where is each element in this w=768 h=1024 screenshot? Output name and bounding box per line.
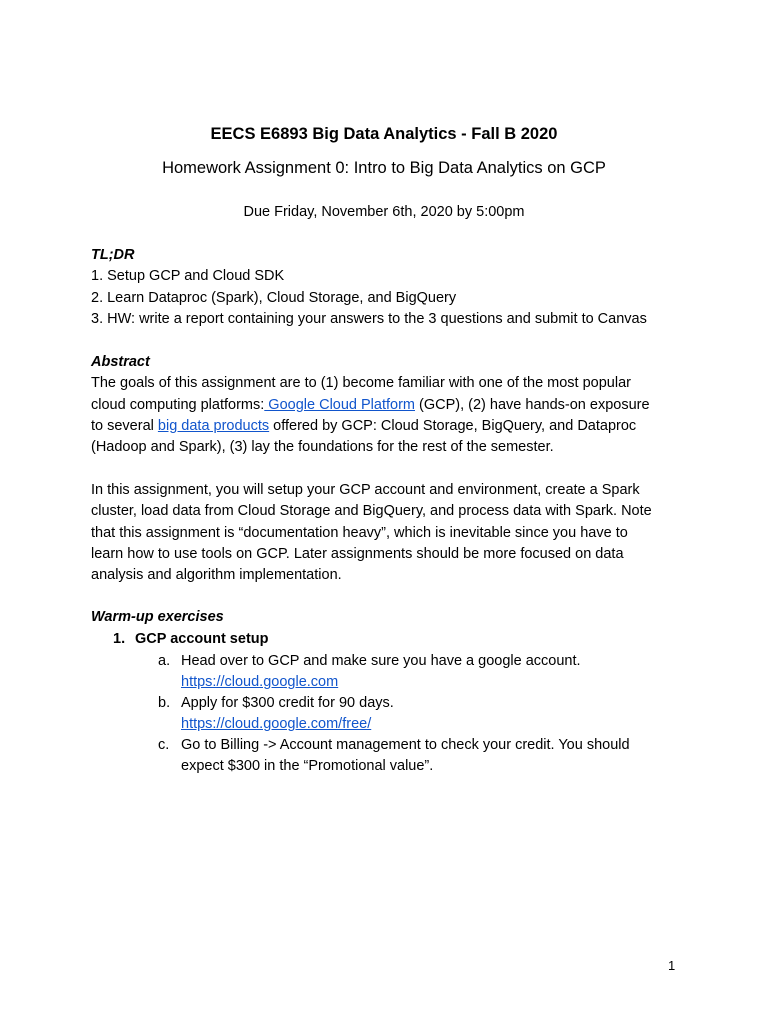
assignment-paragraph [91, 480, 691, 586]
page-number: 1 [668, 958, 676, 973]
sub-item-text: Go to Billing -> Account management to check your credit. You should [181, 737, 630, 753]
sub-item-a [158, 651, 678, 693]
paragraph-line: learn how to use tools on GCP. Later assignments should be more focused on data [91, 545, 624, 562]
paragraph-line: cluster, load data from Cloud Storage and BigQuery, and process data with Spark. Note [91, 503, 652, 520]
paragraph-line: In this assignment, you will setup your GCP account and environment, create a Spark [91, 482, 640, 498]
document-title: EECS E6893 Big Data Analytics - Fall B 2020 [210, 125, 558, 143]
tldr-item: 3. HW: write a report containing your answers to the 3 questions and submit to Canvas [91, 310, 647, 327]
abstract-text: to several [91, 417, 158, 434]
sub-item-b [158, 693, 678, 735]
tldr-item: 2. Learn Dataproc (Spark), Cloud Storage, and BigQuery [91, 289, 457, 306]
document-subtitle: Homework Assignment 0: Intro to Big Data Analytics on GCP [162, 159, 606, 177]
sub-item-letter: c. [158, 737, 170, 753]
sub-item-text: Head over to GCP and make sure you have a google account. [181, 653, 581, 669]
big-data-products-link[interactable]: big data products [157, 417, 270, 434]
abstract-heading: Abstract [91, 354, 150, 370]
google-cloud-platform-link[interactable]: Google Cloud Platform [264, 396, 415, 413]
warmup-heading: Warm-up exercises [91, 609, 224, 625]
tldr-item: 1. Setup GCP and Cloud SDK [91, 268, 285, 285]
cloud-google-free-link[interactable]: https://cloud.google.com/free/ [181, 716, 372, 732]
tldr-section [91, 245, 691, 330]
warmup-section [91, 607, 691, 628]
paragraph-line: that this assignment is “documentation heavy”, which is inevitable since you have to [91, 524, 628, 541]
sub-item-c [158, 735, 678, 777]
abstract-line: (Hadoop and Spark), (3) lay the foundations for the rest of the semester. [91, 439, 554, 456]
item-label: GCP account setup [135, 631, 269, 647]
cloud-google-link[interactable]: https://cloud.google.com [181, 674, 339, 690]
item-number: 1. [113, 631, 126, 647]
abstract-text: (GCP), (2) have hands-on exposure [415, 396, 650, 413]
sub-item-text: Apply for $300 credit for 90 days. [181, 695, 394, 711]
sub-item-letter: b. [158, 695, 171, 711]
tldr-heading: TL;DR [91, 247, 135, 263]
abstract-text: cloud computing platforms: [91, 396, 265, 413]
warmup-item-gcp-account-setup [113, 629, 268, 650]
abstract-line: The goals of this assignment are to (1) become familiar with one of the most popular [91, 375, 631, 392]
abstract-section [91, 352, 691, 458]
sub-item-text: expect $300 in the “Promotional value”. [181, 758, 434, 774]
sub-item-letter: a. [158, 653, 171, 669]
abstract-text: offered by GCP: Cloud Storage, BigQuery, and Dataproc [269, 417, 637, 434]
abstract-line [91, 416, 691, 437]
due-date: Due Friday, November 6th, 2020 by 5:00pm [243, 204, 525, 220]
abstract-line [91, 395, 691, 416]
paragraph-line: analysis and algorithm implementation. [91, 567, 342, 584]
